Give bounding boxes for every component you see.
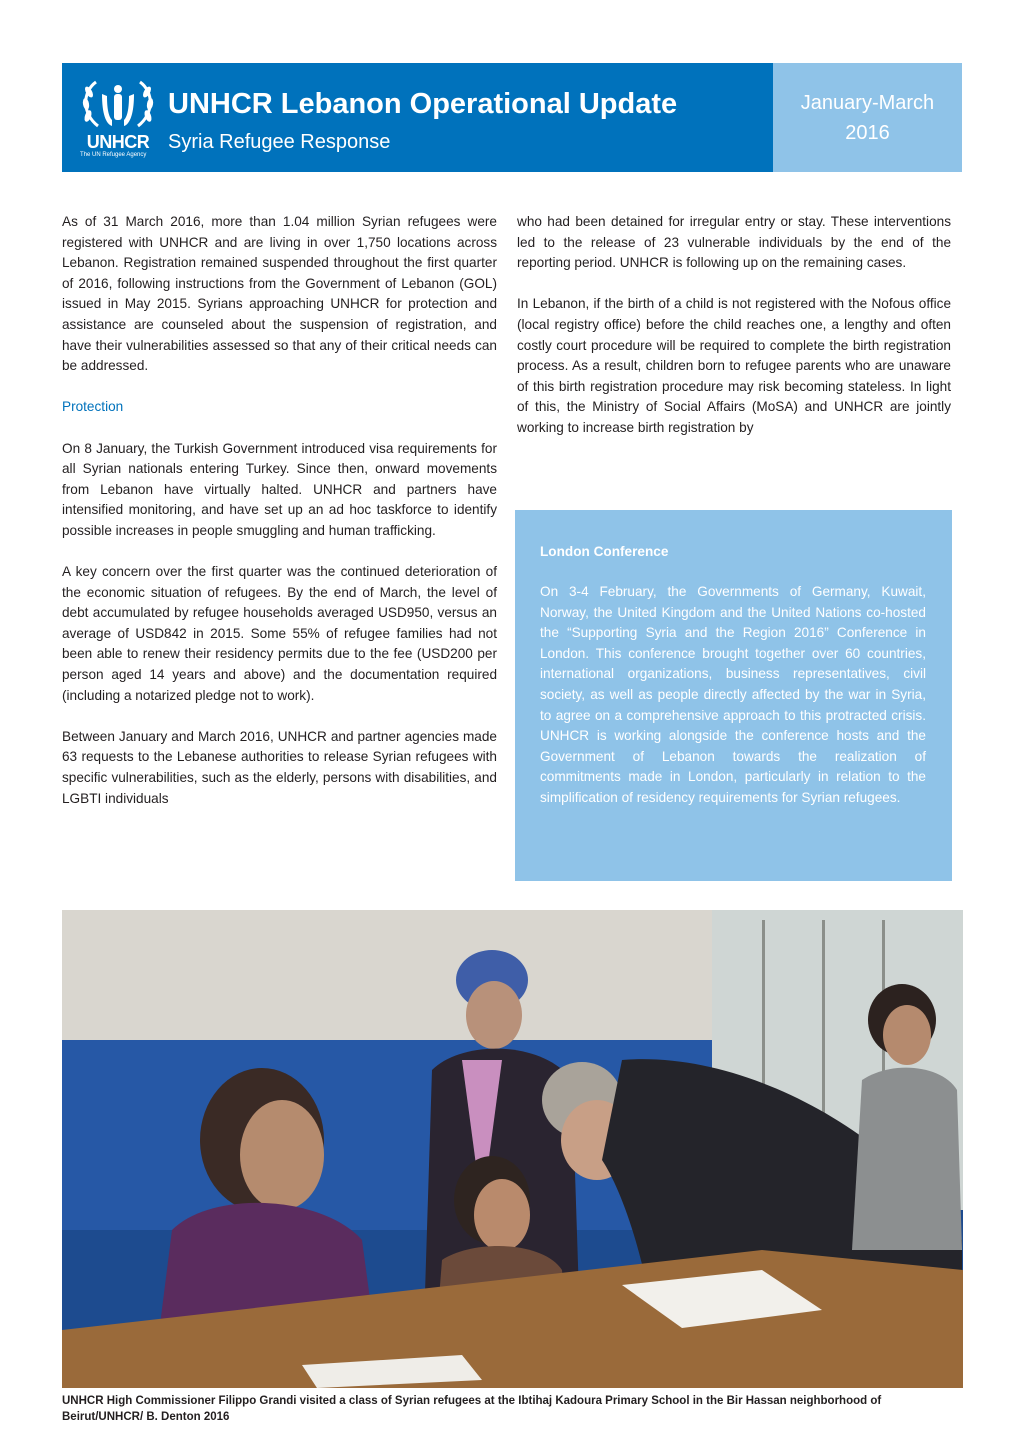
unhcr-tagline: The UN Refugee Agency: [80, 152, 147, 158]
right-column: [517, 212, 951, 459]
unhcr-logo: [76, 74, 160, 164]
unhcr-emblem-icon: [76, 74, 160, 134]
unhcr-wordmark: UNHCR: [86, 132, 150, 152]
paragraph-visa-requirements: On 8 January, the Turkish Government introduced visa requirements for all Syrian nationals entering Turkey. Since then, onward movements from Lebanon have virtually halted. UNHCR and partners have intensified monitoring, and have set up an ad hoc taskforce to identify possible increases in people smuggling and human trafficking.: [62, 440, 497, 538]
paragraph-detention-release: who had been detained for irregular entry or stay. These interventions led to the release of 23 vulnerable individuals by the end of the reporting period. UNHCR is following up on the remaining cases.: [517, 214, 951, 271]
left-column: [62, 212, 497, 830]
callout-body: On 3-4 February, the Governments of Germany, Kuwait, Norway, the United Kingdom and the United Nations co-hosted the “Supporting Syria and the Region 2016” Conference in London. This conference brought together over 60 countries, international organizations, business representatives, civil society, as well as people directly affected by the war in Syria, to agree on a comprehensive approach to this protracted crisis. UNHCR is working alongside the conference hosts and the Government of Lebanon towards the realization of commitments made in London, particularly in relation to the simplification of residency requirements for Syrian refugees.: [540, 584, 926, 805]
callout-heading: London Conference: [540, 544, 669, 559]
london-conference-callout: [515, 510, 952, 881]
paragraph-birth-registration: In Lebanon, if the birth of a child is not registered with the Nofous office (local registry office) before the child reaches one, a lengthy and often costly court procedure will be required to complete the birth registration process. As a result, children born to refugee parents who are unaware of this birth registration procedure may risk becoming stateless. In light of this, the Ministry of Social Affairs (MoSA) and UNHCR are jointly working to increase birth registration by: [517, 296, 951, 435]
page-subtitle: Syria Refugee Response: [168, 131, 391, 153]
section-heading-protection: Protection: [62, 399, 124, 415]
page-title: UNHCR Lebanon Operational Update: [168, 88, 678, 120]
classroom-photo: [62, 910, 963, 1388]
paragraph-economic-situation: A key concern over the first quarter was the continued deterioration of the economic situation of refugees. By the end of March, the level of debt accumulated by refugee households averaged USD950, versus an average of USD842 in 2015. Some 55% of refugee families had not been able to renew their residency permits due to the fee (USD200 per person aged 14 years and above) and the documentation required (including a notarized pledge not to work).: [62, 564, 497, 703]
report-period-months: January-March: [800, 91, 935, 114]
intro-paragraph: As of 31 March 2016, more than 1.04 million Syrian refugees were registered with UNHCR and are living in over 1,750 locations across Lebanon. Registration remained suspended throughout the first quarter of 2016, following instructions from the Government of Lebanon (GOL) issued in May 2015. Syrians approaching UNHCR for protection and assistance are counseled about the suspension of registration, and have their vulnerabilities assessed so that any of their critical needs can be addressed.: [62, 214, 497, 374]
photo-caption: UNHCR High Commissioner Filippo Grandi visited a class of Syrian refugees at the Ibtihaj Kadoura Primary School in the Bir Hassan neighborhood of Beirut/UNHCR/ B. Denton 2016: [62, 1395, 882, 1423]
report-period-year: 2016: [845, 121, 890, 144]
report-period-box: [773, 63, 962, 172]
paragraph-detention-requests: Between January and March 2016, UNHCR and partner agencies made 63 requests to the Lebanese authorities to release Syrian refugees with specific vulnerabilities, such as the elderly, persons with disabilities, and LGBTI individuals: [62, 728, 497, 806]
classroom-photo-image: [62, 910, 963, 1388]
